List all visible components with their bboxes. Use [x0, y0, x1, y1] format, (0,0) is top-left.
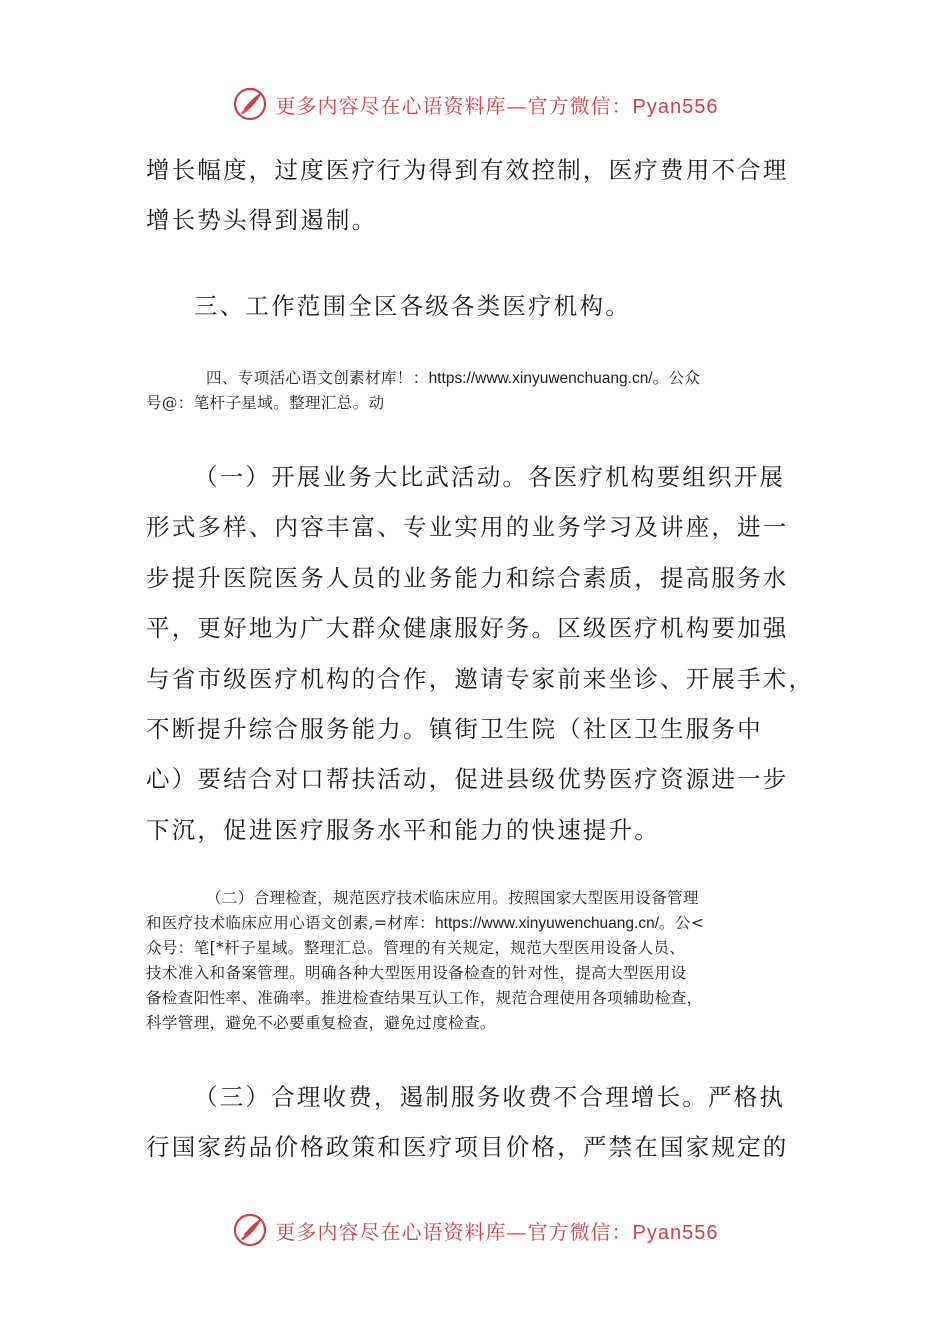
text-line: 不断提升综合服务能力。镇街卫生院（社区卫生服务中 — [146, 715, 763, 744]
text-line: 下沉，促进医疗服务水平和能力的快速提升。 — [146, 815, 660, 844]
quill-pen-icon — [232, 86, 268, 122]
banner-label: 更多内容尽在心语资料库—官方微信： — [275, 1219, 633, 1244]
paragraph-work-scope — [146, 281, 806, 331]
banner-wechat-id: Pyan556 — [632, 1221, 719, 1244]
paragraph-reasonable-fees — [146, 1072, 806, 1173]
text-line: 心）要结合对口帮扶活动，促进县级优势医疗资源进一步 — [146, 765, 789, 794]
text-line: （一）开展业务大比武活动。各医疗机构要组织开展 — [194, 463, 786, 491]
paragraph-growth-control — [146, 145, 806, 246]
url-text: https://www.xinyuwenchuang.cn/ — [428, 370, 653, 387]
quill-pen-icon — [232, 1212, 268, 1248]
text-line: 形式多样、内容丰富、专业实用的业务学习及讲座，进一 — [146, 513, 789, 542]
text-line — [146, 366, 806, 391]
text-segment: 和医疗技术临床应用心语文创素,=材库： — [146, 914, 436, 932]
text-line: 平，更好地为广大群众健康服好务。区级医疗机构要加强 — [146, 614, 789, 643]
paragraph-special-activity — [146, 366, 806, 416]
paragraph-reasonable-inspection — [146, 886, 806, 1036]
paragraph-skills-competition — [146, 452, 815, 855]
text-line: （三）合理收费，遏制服务收费不合理增长。严格执 — [194, 1083, 786, 1111]
text-line: 行国家药品价格政策和医疗项目价格，严禁在国家规定的 — [146, 1133, 789, 1162]
text-line: 科学管理，避免不必要重复检查，避免过度检查。 — [146, 1014, 496, 1032]
text-segment: 。公众 — [652, 369, 701, 387]
text-line: 三、工作范围全区各级各类医疗机构。 — [194, 292, 631, 320]
text-segment: 四、专项活心语文创素材库！： — [206, 369, 429, 387]
banner-text — [276, 90, 719, 119]
header-banner — [0, 82, 950, 126]
banner-text — [276, 1216, 719, 1245]
text-line: （二）合理检查，规范医疗技术临床应用。按照国家大型医用设备管理 — [206, 889, 699, 907]
text-segment: 。公< — [659, 914, 705, 932]
text-line: 备检查阳性率、准确率。推进检查结果互认工作，规范合理使用各项辅助检查， — [146, 989, 703, 1007]
banner-label: 更多内容尽在心语资料库—官方微信： — [275, 93, 633, 118]
text-line — [146, 911, 806, 936]
text-line: 增长势头得到遏制。 — [146, 206, 378, 235]
text-line: 号@：笔杆子星域。整理汇总。动 — [146, 394, 385, 412]
text-line: 技术准入和备案管理。明确各种大型医用设备检查的针对性，提高大型医用设 — [146, 964, 687, 982]
text-line: 众号：笔[*杆子星域。整理汇总。管理的有关规定，规范大型医用设备人员、 — [146, 939, 686, 957]
text-line: 步提升医院医务人员的业务能力和综合素质，提高服务水 — [146, 563, 789, 592]
text-line: 增长幅度，过度医疗行为得到有效控制，医疗费用不合理 — [146, 156, 789, 184]
banner-wechat-id: Pyan556 — [632, 95, 719, 118]
url-text: https://www.xinyuwenchuang.cn/ — [435, 915, 660, 932]
text-line: 与省市级医疗机构的合作，邀请专家前来坐诊、开展手术， — [146, 664, 815, 693]
footer-banner — [0, 1208, 950, 1252]
